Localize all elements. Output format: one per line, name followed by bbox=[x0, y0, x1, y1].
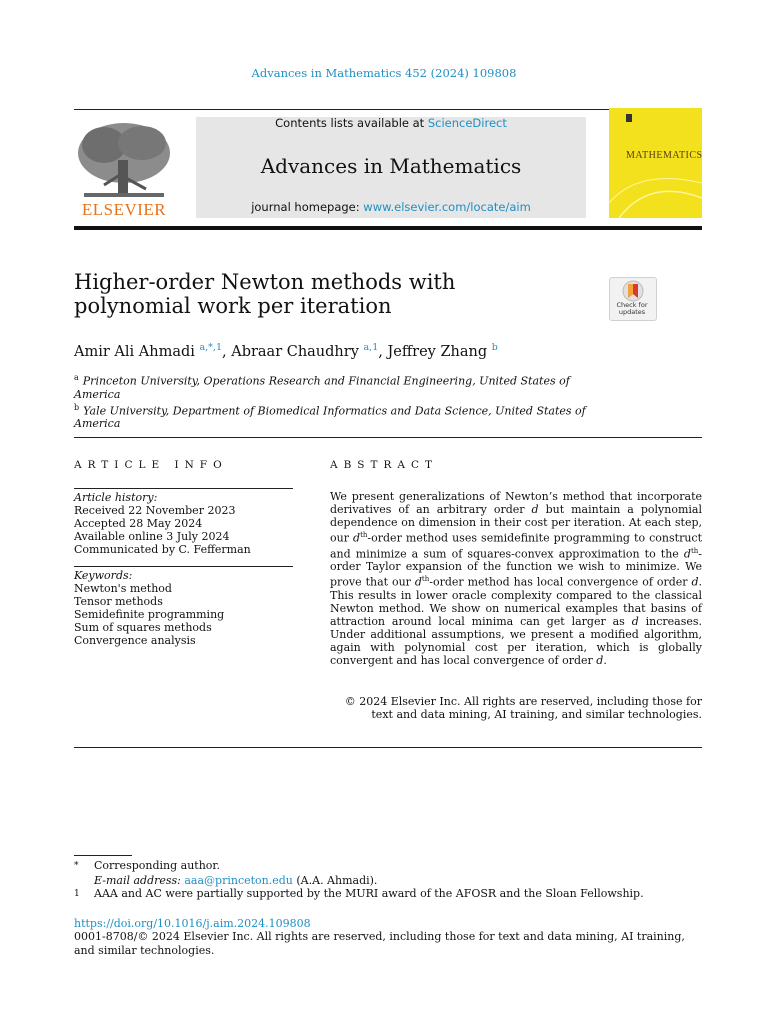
abstract-heading: ABSTRACT bbox=[330, 459, 439, 471]
author-name[interactable]: Abraar Chaudhry bbox=[231, 343, 359, 360]
corresponding-author-note: * Corresponding author. bbox=[74, 859, 220, 872]
footnotes bbox=[74, 859, 702, 902]
homepage-line bbox=[196, 200, 586, 214]
history-item: Available online 3 July 2024 bbox=[74, 530, 230, 543]
front-matter-rule bbox=[74, 747, 702, 748]
contents-prefix: Contents lists available at bbox=[275, 116, 428, 130]
keywords-list bbox=[74, 569, 296, 647]
article-info-rule bbox=[74, 488, 293, 489]
cover-artwork bbox=[609, 108, 702, 218]
footnote-mark: * bbox=[74, 861, 79, 871]
article-info-heading: ARTICLE INFO bbox=[74, 459, 228, 471]
affiliations bbox=[74, 371, 594, 430]
journal-cover-image[interactable] bbox=[609, 108, 702, 218]
keywords-label: Keywords: bbox=[74, 569, 133, 582]
affiliation-text: Yale University, Department of Biomedical Informatics and Data Science, United States of America bbox=[74, 404, 586, 431]
email-link[interactable]: aaa@princeton.edu bbox=[184, 873, 293, 887]
keyword-item: Sum of squares methods bbox=[74, 621, 212, 634]
journal-reference-link[interactable]: Advances in Mathematics 452 (2024) 109808 bbox=[251, 66, 517, 80]
affiliation-b bbox=[74, 401, 594, 431]
header-rule bbox=[74, 109, 702, 110]
footnote-rule bbox=[74, 855, 132, 856]
funding-note: 1 AAA and AC were partially supported by the MURI award of the AFOSR and the Sloan Fellowship. bbox=[74, 887, 644, 900]
masthead-bottom-rule bbox=[74, 226, 702, 230]
keywords-rule bbox=[74, 566, 293, 567]
email-note: E-mail address: aaa@princeton.edu (A.A. Ahmadi). bbox=[94, 873, 378, 887]
contents-line bbox=[196, 116, 586, 130]
doi-link[interactable]: https://doi.org/10.1016/j.aim.2024.109808 bbox=[74, 917, 311, 930]
author-list: Amir Ali Ahmadi $^{a,*,1}$, Abraar Chaudhry $^{a,1}$, Jeffrey Zhang $^b$ bbox=[74, 342, 498, 360]
sciencedirect-link[interactable]: ScienceDirect bbox=[427, 116, 507, 130]
history-item: Received 22 November 2023 bbox=[74, 504, 236, 517]
keyword-item: Semidefinite programming bbox=[74, 608, 225, 621]
elsevier-wordmark[interactable]: ELSEVIER bbox=[81, 200, 167, 219]
keyword-item: Newton's method bbox=[74, 582, 172, 595]
history-item: Communicated by C. Fefferman bbox=[74, 543, 251, 556]
author-name[interactable]: Jeffrey Zhang bbox=[387, 343, 488, 360]
keyword-item: Tensor methods bbox=[74, 595, 163, 608]
paper-title: Higher-order Newton methods with polynomial work per iteration bbox=[74, 270, 456, 318]
history-item: Accepted 28 May 2024 bbox=[74, 517, 203, 530]
affiliation-a bbox=[74, 371, 594, 401]
affiliation-text: Princeton University, Operations Research and Financial Engineering, United States of America bbox=[74, 374, 570, 401]
article-history bbox=[74, 491, 296, 556]
journal-title: Advances in Mathematics bbox=[260, 154, 522, 178]
cover-title: MATHEMATICS bbox=[626, 150, 703, 161]
author-affiliation-marks[interactable]: a,*,1 bbox=[199, 342, 222, 353]
section-rule bbox=[74, 437, 702, 438]
abstract-text: We present generalizations of Newton’s method that incorporate derivatives of an arbitrary order d but maintain a polynomial dependence on dimension in their cost per iteration. At each step, our $d^{th}$-order method uses semidefinite programming to construct and minimize a sum of squares-convex approximation to the $d^{th}$-order Taylor expansion of the function we wish to minimize. We prove that our $d^{th}$-order method has local convergence of order d. This results in lower oracle complexity compared to the classical Newton method. We show on numerical examples that basins of attraction around local minima can get larger as d increases. Under additional assumptions, we present a modified algorithm, again with polynomial cost per iteration, which is globally convergent and has local convergence of order d. bbox=[330, 490, 702, 667]
keyword-item: Convergence analysis bbox=[74, 634, 196, 647]
affiliation-mark: b bbox=[74, 402, 80, 412]
article-history-label: Article history: bbox=[74, 491, 158, 504]
author-affiliation-marks[interactable]: b bbox=[491, 342, 498, 353]
homepage-prefix: journal homepage: bbox=[251, 200, 364, 214]
journal-homepage-link[interactable]: www.elsevier.com/locate/aim bbox=[363, 200, 531, 214]
abstract-copyright: © 2024 Elsevier Inc. All rights are reserved, including those for text and data mining, AI training, and similar technologies. bbox=[344, 695, 702, 721]
footnote-mark: 1 bbox=[74, 889, 80, 899]
author-name[interactable]: Amir Ali Ahmadi bbox=[74, 343, 195, 360]
rights-statement: 0001-8708/© 2024 Elsevier Inc. All rights are reserved, including those for text and data mining, AI training, and similar technologies. bbox=[74, 930, 685, 957]
author-affiliation-marks[interactable]: a,1 bbox=[363, 342, 379, 353]
check-for-updates-label: Check for updates bbox=[616, 301, 648, 316]
affiliation-mark: a bbox=[74, 373, 79, 382]
